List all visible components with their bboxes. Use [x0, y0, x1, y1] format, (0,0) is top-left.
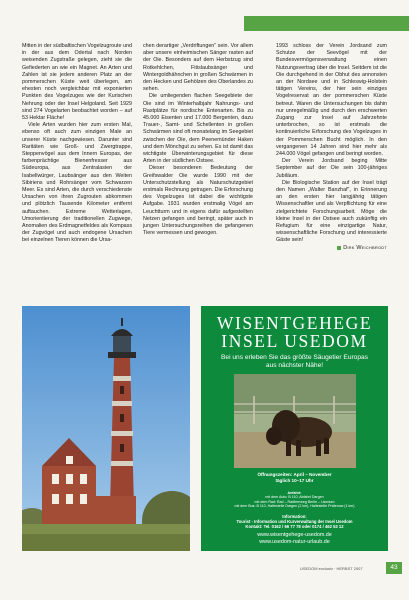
paragraph: Der Verein Jordsand beging Mitte September auf der Oie sein 100-jähriges Jubiläum.	[276, 158, 387, 179]
ad-info-line-1: Tourist - Information und Kurverwaltung der Insel Usedom	[236, 519, 353, 525]
ad-tagline	[201, 354, 388, 370]
ad-title-line-1: WISENTGEHEGE	[216, 313, 373, 333]
paragraph: Die Biologische Station auf der Insel trägt den Namen „Walter Banzhaf“, in Erinnerung an den ersten hier langjährig tätigen Wissenschaftler und als Verpflichtung für eine zielgerichtete Forschungsarbeit. Möge die kleine Insel in der Ostsee auch zukünftig ein Refugium für eine einzigartige Natur, wissenschaftliche Forschung und interessierte Gäste sein!	[276, 179, 387, 244]
paragraph: Viele Arten wurden hier zum ersten Mal, ebenso oft auch zum einzigen Male an unserer Küste nachgewiesen. Darunter sind Raritäten wie Groß- und Zwergtrappe, Steppenvögel aus dem Innern Europas, der farbenprächtige Bienenfresser aus Südeuropa, aus Zentralasien der Isabellwürger, Laubsänger aus den Weiten Sibiriens und Rohrsänger vom Schwarzen Meer. Es sind Arten, die durch verschiedenste Ursachen von ihren Zugrouten abkommen und plötzlich Tausende Kilometer entfernt auftauchen. Extreme Wetterlagen, Umorientierung der traditionellen Zugwege, Anomalien des Erdmagnetfeldes als Kompass der Zugvögel und auch endogene Ursachen bei einzelnen Tieren können die Ursa-	[22, 122, 132, 244]
ad-info-line-2: Kontakt: Tel. 0162 / 66 77 78 oder 0174 / 462 53 12	[245, 524, 344, 530]
bison-photo	[234, 374, 356, 468]
paragraph: chen derartiger „Verdriftungen“ sein. Vor allem aber unsere einheimischen Sänger rasten auf der Oie. Besonders auf dem Herbstzug sind Rotkehlchen, Fitislaubsänger und Wintergoldhähnchen in großen Schwärmen in den Hecken und Gehölzen des Oberlandes zu sehen.	[143, 43, 253, 93]
article-column-2	[143, 43, 253, 237]
article-column-1	[22, 43, 132, 245]
author-name: Dirk Weichbrodt	[343, 245, 387, 252]
header-accent-bar	[244, 16, 409, 31]
ad-tagline-line-2: aus nächster Nähe!	[265, 362, 324, 369]
ad-arrival-line: mit dem Rad: Rad – Radfernweg Berlin – Usedom	[254, 499, 335, 504]
ad-arrival-line: mit dem Auto: B 110, Abfahrt Dargen	[265, 495, 324, 500]
paragraph: 1993 schloss der Verein Jordsand zum Schutze der Seevögel mit der Bundesvermögensverwaltung einen Nutzungsvertrag über die Insel. Seitdem ist die Oie durchgehend in der Obhut des annonsten an der Nordsee und in Schleswig-Holstein tätigen Vereins, der hier sein einziges Vogelreservat an der pommerschen Küste betreut. Waren die Untersuchungen bis dahin nur unregelmäßig und durch den erschwerten Zugang zur Insel auf Jahrzehnte unterbrochen, so ist erstmals die kontinuierliche Erforschung des Vogelzuges in der Pommerschen Bucht möglich. In den vergangenen 14 Jahren sind hier mehr als 244.000 Vögel gefangen und beringt worden.	[276, 43, 387, 158]
paragraph: Die umliegenden flachen Seegebiete der Oie sind im Winterhalbjahr Nahrungs- und Rastplätze für nordische Entenarten. Bis zu 45.000 Eisenten und 17.000 Bergenten, dazu Trauer-, Samt- und Schellenten in großen Schwärmen sind oft monatelang im Seegebiet zwischen der Oie, dem Peenemünder Haken und dem Mönchgut zu sehen. Es ist damit das wichtigste Überwinterungsgebiet für diese Arten in der südlichen Ostsee.	[143, 93, 253, 165]
ad-information	[201, 514, 388, 530]
ad-url-link[interactable]: www.usedom-natur-urlaub.de	[259, 538, 330, 545]
ad-arrival-label: Anfahrt:	[287, 491, 302, 495]
magazine-footer: USEDOM exclusiv · HERBST 2007	[300, 566, 363, 571]
ad-arrival	[201, 491, 388, 509]
byline-square-icon	[337, 246, 341, 250]
ad-title	[201, 314, 388, 350]
ad-urls	[201, 532, 388, 545]
ad-tagline-line-1: Bei uns erleben Sie das größte Säugetier Europas	[221, 354, 368, 361]
ad-hours-line-2: täglich 10–17 Uhr	[275, 477, 314, 483]
ad-hours-line-1: Öffnungszeiten: April – November	[257, 472, 332, 477]
ad-info-label: Information:	[282, 514, 307, 519]
author-byline	[276, 245, 387, 252]
ad-arrival-line: mit dem Bus: B 110, Haltestelle Dargen (2 km), Haltestelle Prätenow (1 km)	[234, 504, 355, 509]
ad-title-line-2: INSEL USEDOM	[221, 331, 368, 351]
paragraph: Mitten in der südbaltischen Vogelzugroute und in der aus dem Odertal nach Norden weisenden Zugstraße gelegen, zieht sie die Gefiederten an wie ein Magnet. An Arten und Zahlen ist sie jedem anderen Platz an der pommerschen Küste weit überlegen, am ehesten noch vergleichbar mit exponierten Punkten des Vogelzuges wie der Kurischen Nehrung oder der Insel Helgoland. Seit 1929 sind 274 Vogelarten beobachtet worden – auf 53 Hektar Fläche!	[22, 43, 132, 122]
lighthouse-photo	[22, 306, 190, 551]
paragraph: Dieser besonderen Bedeutung der Greifswalder Oie wurde 1990 mit der Unterschutzstellung als Naturschutzgebiet erstmals Rechnung getragen. Die Erforschung des Vogelzuges ist dabei die wichtigste Aufgabe. 1931 wurden erstmalig Vögel am Leuchtturm und in eigens dafür aufgestellten Netzen gefangen und beringt, später auch in jungen Untersuchungsreihen die gefangenen Tiere vermessen und gewogen.	[143, 165, 253, 237]
page-number: 43	[386, 562, 402, 574]
ad-opening-hours	[201, 472, 388, 483]
ad-url-link[interactable]: www.wisentgehege-usedom.de	[257, 532, 332, 538]
article-column-3	[276, 43, 387, 252]
wisentgehege-advertisement	[201, 306, 388, 551]
